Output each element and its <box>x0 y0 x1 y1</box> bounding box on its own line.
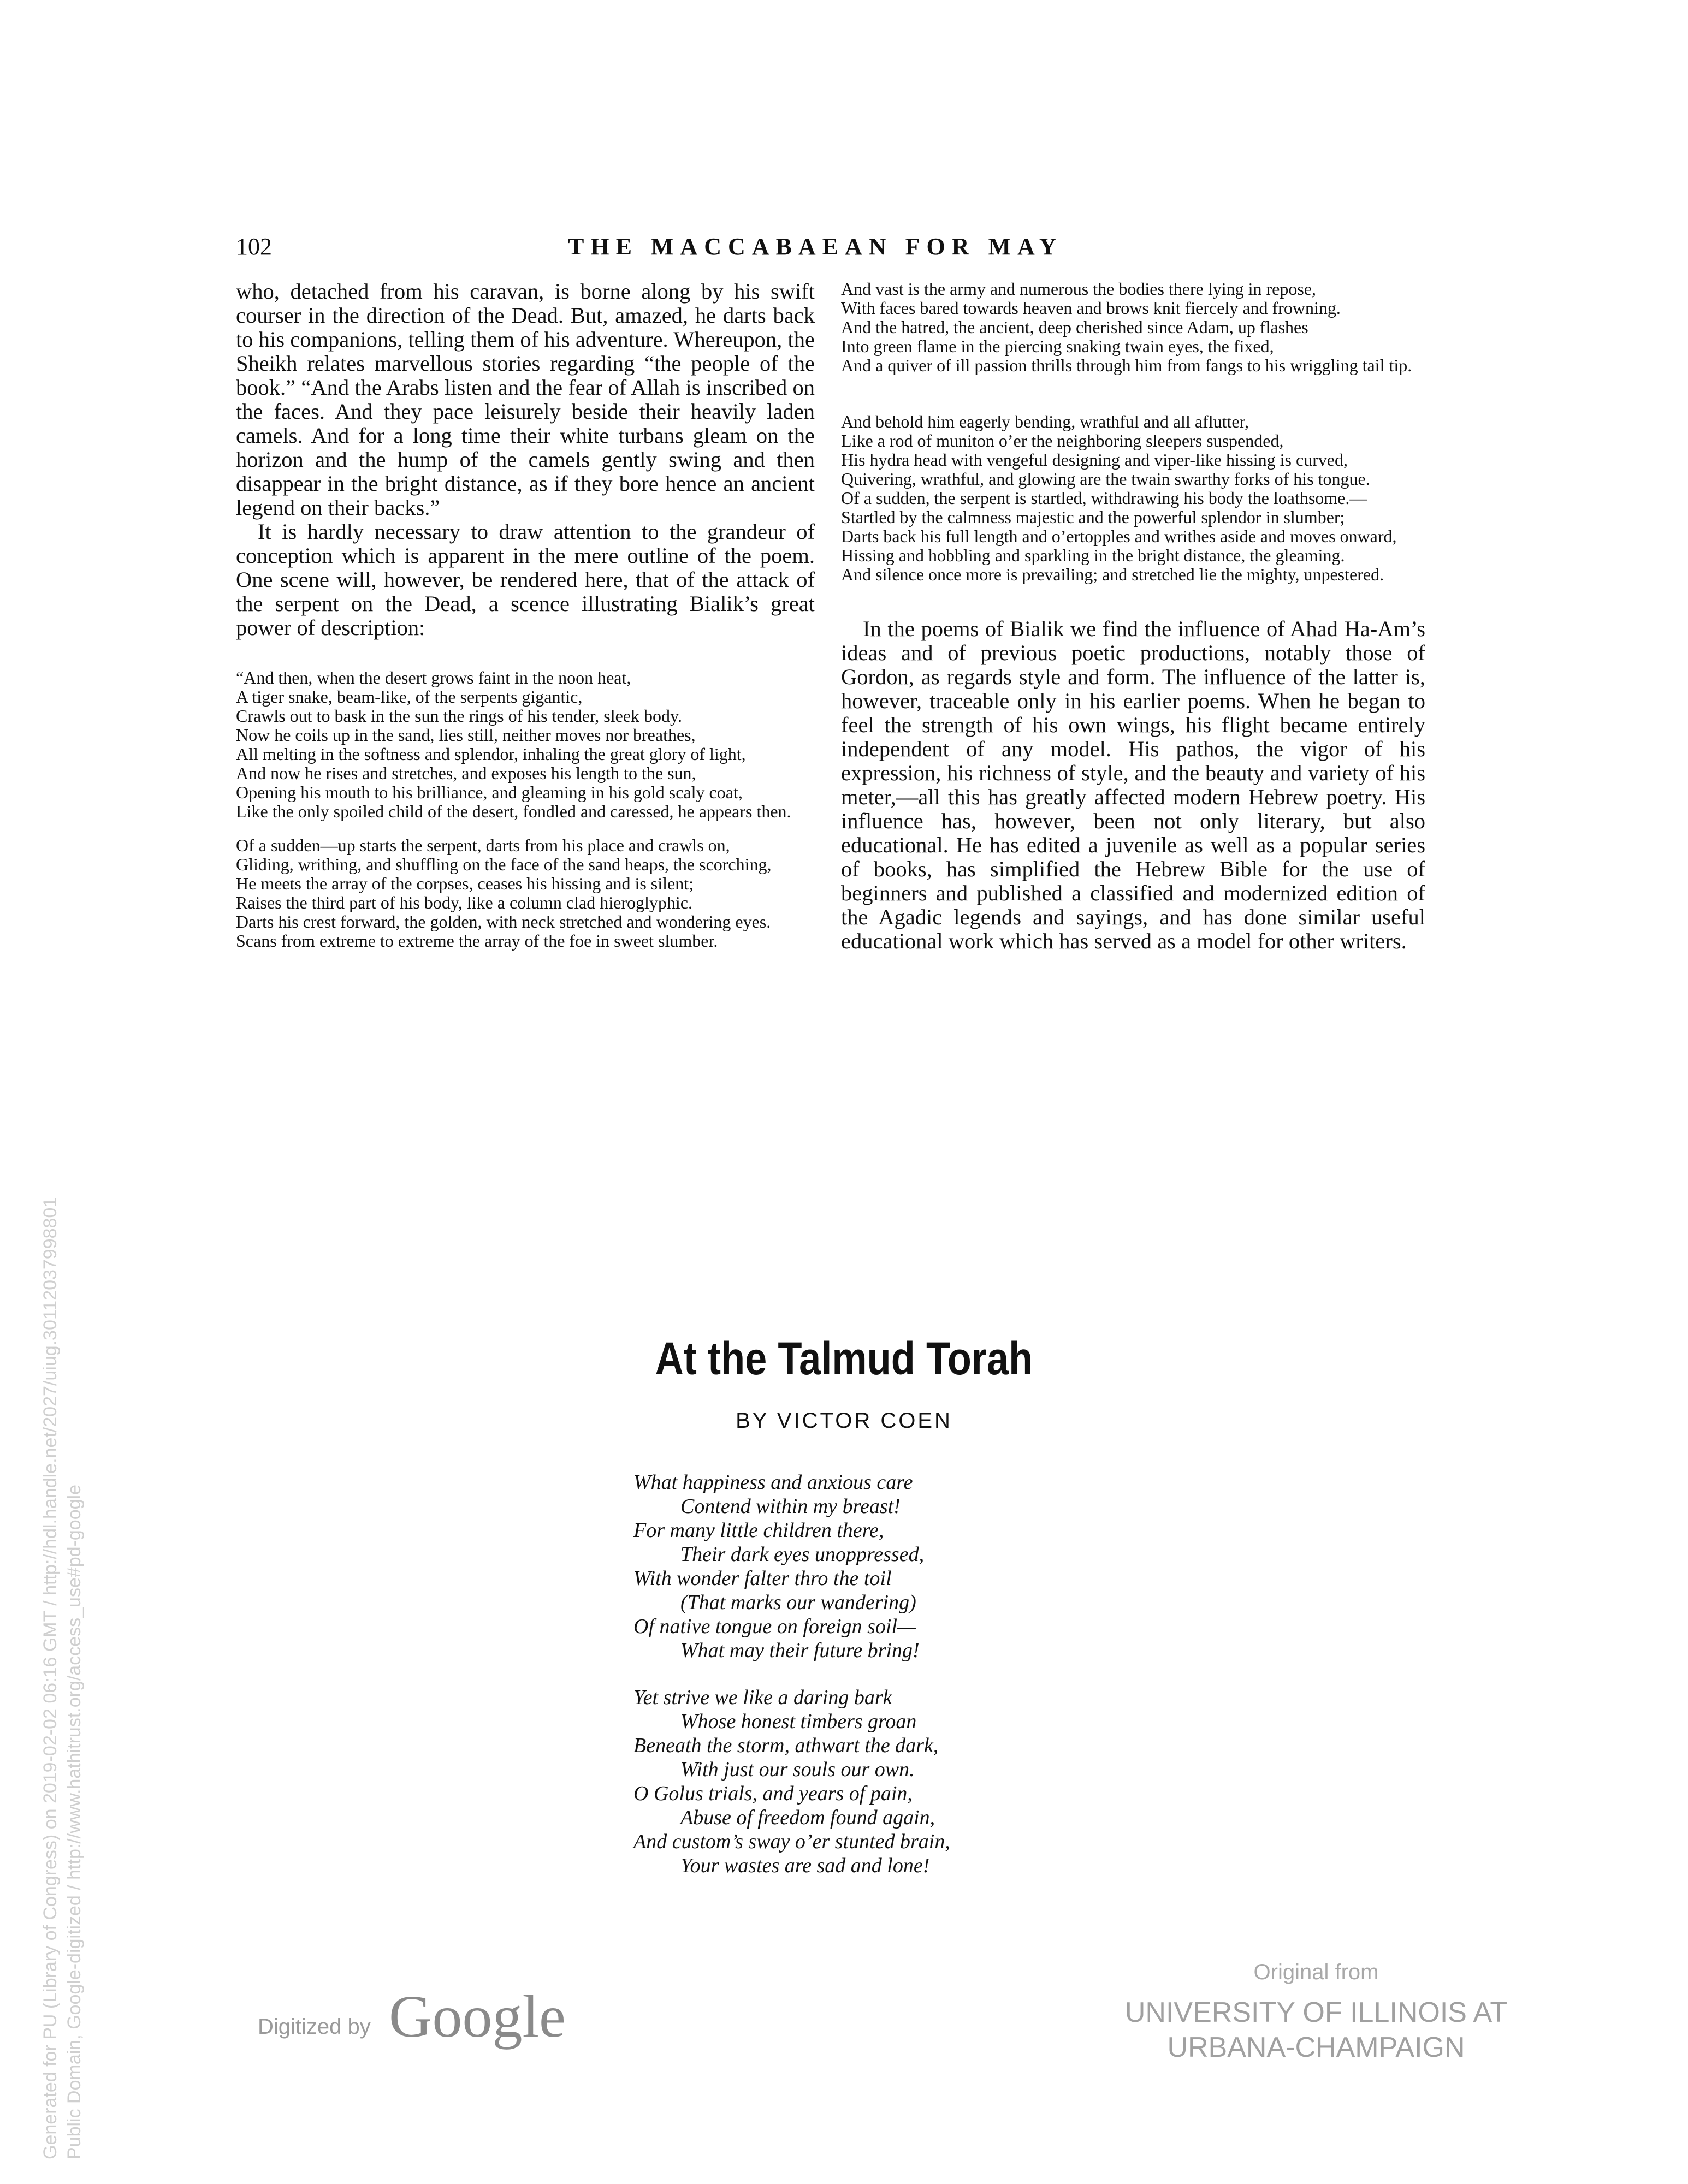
institution-name: UNIVERSITY OF ILLINOIS AT <box>1124 1997 1508 2028</box>
verse-line: Hissing and hobbling and sparkling in the bright distance, the gleaming. <box>841 545 1345 565</box>
poem-line: What happiness and anxious care <box>633 1471 913 1494</box>
poem-line: Abuse of freedom found again, <box>680 1806 935 1829</box>
right-paragraph: In the poems of Bialik we find the influence of Ahad Ha-Am’s ideas and of previous poetic productions, notably those of Gordon, as regards style and form. The influence of the latter is, however, traceable only in his earlier poems. When he began to feel the strength of his own wings, his flight became entirely independent of any model. His pathos, the vigor of his expression, his richness of style, and the beauty and variety of his meter,—all this has greatly affected modern Hebrew poetry. His influence has, however, been not only literary, but also educational. He has edited a juvenile as well as a popular series of books, has simplified the Hebrew Bible for the use of beginners and published a classified and modernized edition of the Agadic legends and sayings, and has done similar useful educational work which has served as a model for other writers. <box>841 616 1425 953</box>
poem-line: For many little children there, <box>633 1519 884 1542</box>
verse-line: Quivering, wrathful, and glowing are the twain swarthy forks of his tongue. <box>841 469 1370 489</box>
poem-line: O Golus trials, and years of pain, <box>633 1782 913 1805</box>
poem-line: Beneath the storm, athwart the dark, <box>633 1734 939 1757</box>
verse-line: Of a sudden—up starts the serpent, darts from his place and crawls on, <box>236 835 730 855</box>
verse-line: Gliding, writhing, and shuffling on the face of the sand heaps, the scorching, <box>236 854 772 874</box>
running-title: THE MACCABAEAN FOR MAY <box>568 233 1063 260</box>
poem-line: Yet strive we like a daring bark <box>633 1686 892 1709</box>
right-prose <box>841 617 1425 953</box>
verse-line: Startled by the calmness majestic and the powerful splendor in slumber; <box>841 507 1345 527</box>
poem-title: At the Talmud Torah <box>655 1333 1033 1384</box>
verse-line: Raises the third part of his body, like a column clad hieroglyphic. <box>236 893 692 912</box>
poem-line: What may their future bring! <box>680 1639 920 1662</box>
watermark-line-1: Generated for PU (Library of Congress) on 2019-02-02 06:16 GMT / http://hdl.handle.net/2027/uiug.30112037998801 <box>40 1197 61 2159</box>
left-column <box>236 280 815 951</box>
verse-line: Scans from extreme to extreme the array of the foe in sweet slumber. <box>236 931 718 951</box>
verse-line: A tiger snake, beam-like, of the serpents gigantic, <box>236 687 583 707</box>
poem-line: With wonder falter thro the toil <box>633 1567 892 1590</box>
left-verse-block-1 <box>236 668 815 821</box>
verse-line: Opening his mouth to his brilliance, and gleaming in his gold scaly coat, <box>236 782 743 802</box>
verse-line: Like the only spoiled child of the desert, fondled and caressed, he appears then. <box>236 802 791 821</box>
verse-line: With faces bared towards heaven and brows knit fiercely and frowning. <box>841 298 1341 318</box>
left-verse-block-2 <box>236 836 815 951</box>
verse-line: And behold him eagerly bending, wrathful and all aflutter, <box>841 412 1249 431</box>
verse-line: And now he rises and stretches, and exposes his length to the sun, <box>236 763 696 783</box>
verse-line: Now he coils up in the sand, lies still, neither moves nor breathes, <box>236 725 696 745</box>
verse-line: His hydra head with vengeful designing and viper-like hissing is curved, <box>841 450 1348 470</box>
page-number: 102 <box>236 233 272 260</box>
poem-stanza-2 <box>633 1686 1125 1878</box>
verse-line: He meets the array of the corpses, ceases his hissing and is silent; <box>236 874 694 893</box>
poem-line: With just our souls our own. <box>680 1758 915 1781</box>
side-watermark <box>38 1197 86 2159</box>
verse-line: And a quiver of ill passion thrills through him from fangs to his wriggling tail tip. <box>841 355 1412 375</box>
verse-line: And vast is the army and numerous the bodies there lying in repose, <box>841 279 1317 299</box>
watermark-line-2: Public Domain, Google-digitized / http://www.hathitrust.org/access_use#pd-google <box>64 1484 85 2159</box>
poem-line: Of native tongue on foreign soil— <box>633 1615 916 1638</box>
left-paragraph-2: It is hardly necessary to draw attention to the grandeur of conception which is apparent in the mere outline of the poem. One scene will, however, be rendered here, that of the attack of the serpent on the Dead, a scence illustrating Bialik’s great power of description: <box>236 519 815 640</box>
left-paragraph-1: who, detached from his caravan, is borne along by his swift courser in the direction of the Dead. But, amazed, he darts back to his companions, telling them of his adventure. Whereupon, the Sheikh relates marvellous stories regarding “the people of the book.” “And the Arabs listen and the fear of Allah is inscribed on the faces. And they pace leisurely beside their heavily laden camels. And for a long time their white turbans gleam on the horizon and the hump of the camels gently swing and then disappear in the bright distance, as if they bore hence an ancient legend on their backs.” <box>236 279 815 520</box>
right-column <box>841 280 1425 953</box>
google-logo: Google <box>389 1983 566 2050</box>
poem-line: Their dark eyes unoppressed, <box>680 1543 925 1566</box>
poem-stanza-1 <box>633 1470 1125 1663</box>
verse-line: Like a rod of muniton o’er the neighboring sleepers suspended, <box>841 431 1284 450</box>
right-verse-block-1 <box>841 280 1425 375</box>
verse-line: All melting in the softness and splendor, inhaling the great glory of light, <box>236 744 746 764</box>
original-from-label: Original from <box>1253 1960 1379 1984</box>
right-verse-block-2 <box>841 412 1425 584</box>
left-prose <box>236 280 815 640</box>
verse-line: “And then, when the desert grows faint in the noon heat, <box>236 668 631 687</box>
institution-location: URBANA-CHAMPAIGN <box>1167 2032 1465 2063</box>
poem-line: Whose honest timbers groan <box>680 1710 917 1733</box>
verse-line: Of a sudden, the serpent is startled, withdrawing his body the loathsome.— <box>841 488 1367 508</box>
poem-line: And custom’s sway o’er stunted brain, <box>633 1830 950 1853</box>
verse-line: Darts his crest forward, the golden, with neck stretched and wondering eyes. <box>236 912 771 931</box>
verse-line: And the hatred, the ancient, deep cherished since Adam, up flashes <box>841 317 1308 337</box>
verse-line: And silence once more is prevailing; and stretched lie the mighty, unpestered. <box>841 565 1384 584</box>
verse-line: Darts back his full length and o’ertopples and writhes aside and moves onward, <box>841 526 1397 546</box>
poem-line: (That marks our wandering) <box>680 1591 916 1614</box>
digitized-by-label: Digitized by <box>258 2015 371 2039</box>
poem-author: BY VICTOR COEN <box>736 1409 952 1433</box>
poem-line: Contend within my breast! <box>680 1495 901 1518</box>
verse-line: Into green flame in the piercing snaking twain eyes, the fixed, <box>841 336 1274 356</box>
verse-line: Crawls out to bask in the sun the rings of his tender, sleek body. <box>236 706 682 726</box>
poem-line: Your wastes are sad and lone! <box>680 1854 930 1877</box>
